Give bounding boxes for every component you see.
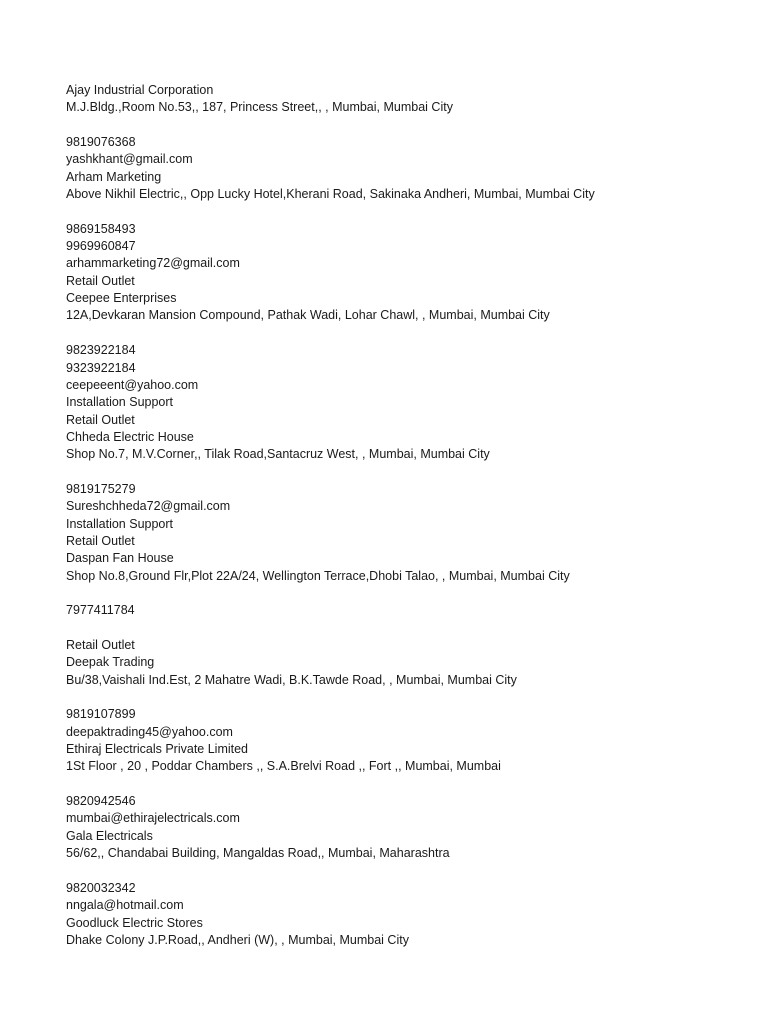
- text-line: Deepak Trading: [66, 655, 155, 670]
- text-line: 9819175279: [66, 481, 136, 496]
- text-line: 56/62,, Chandabai Building, Mangaldas Road,, Mumbai, Maharashtra: [66, 846, 450, 861]
- dealer-listing: [66, 82, 746, 949]
- text-line: mumbai@ethirajelectricals.com: [66, 811, 240, 826]
- text-line: yashkhant@gmail.com: [66, 152, 193, 167]
- text-line: 9819076368: [66, 135, 136, 150]
- text-line: 7977411784: [66, 603, 135, 618]
- text-line: Ethiraj Electricals Private Limited: [66, 742, 249, 757]
- text-line: Chheda Electric House: [66, 429, 194, 444]
- text-line: Retail Outlet: [66, 638, 135, 652]
- text-line: Sureshchheda72@gmail.com: [66, 499, 231, 514]
- text-line: Installation Support: [66, 395, 174, 410]
- text-line: Shop No.7, M.V.Corner,, Tilak Road,Santacruz West, , Mumbai, Mumbai City: [66, 447, 490, 462]
- blank-line: [66, 117, 746, 134]
- text-line: ceepeeent@yahoo.com: [66, 377, 199, 392]
- blank-line: [66, 464, 746, 481]
- text-line: nngala@hotmail.com: [66, 898, 184, 913]
- text-line: 9823922184: [66, 343, 136, 358]
- text-line: Installation Support: [66, 516, 174, 531]
- text-line: Daspan Fan House: [66, 551, 174, 566]
- text-line: Goodluck Electric Stores: [66, 915, 203, 930]
- text-line: Retail Outlet: [66, 273, 135, 288]
- blank-line: [66, 862, 746, 879]
- text-line: Arham Marketing: [66, 169, 162, 184]
- text-line: Gala Electricals: [66, 828, 153, 843]
- blank-line: [66, 776, 746, 793]
- text-line: 1St Floor , 20 , Poddar Chambers ,, S.A.Brelvi Road ,, Fort ,, Mumbai, Mumbai: [66, 759, 501, 774]
- blank-line: [66, 620, 746, 637]
- text-line: deepaktrading45@yahoo.com: [66, 724, 233, 739]
- blank-line: [66, 203, 746, 220]
- text-line: 9820032342: [66, 880, 136, 895]
- text-line: Dhake Colony J.P.Road,, Andheri (W), , Mumbai, Mumbai City: [66, 932, 409, 947]
- text-line: Retail Outlet: [66, 533, 135, 548]
- text-line: 12A,Devkaran Mansion Compound, Pathak Wadi, Lohar Chawl, , Mumbai, Mumbai City: [66, 308, 550, 323]
- text-line: Above Nikhil Electric,, Opp Lucky Hotel,Kherani Road, Sakinaka Andheri, Mumbai, Mumbai City: [66, 187, 595, 202]
- text-line: Ajay Industrial Corporation: [66, 83, 214, 97]
- text-line: Ceepee Enterprises: [66, 291, 177, 306]
- text-line: 9869158493: [66, 221, 136, 236]
- blank-line: [66, 689, 746, 706]
- text-line: 9969960847: [66, 239, 136, 254]
- text-line: Retail Outlet: [66, 412, 135, 427]
- text-line: arhammarketing72@gmail.com: [66, 256, 240, 271]
- text-line: 9819107899: [66, 707, 136, 722]
- text-line: 9323922184: [66, 360, 136, 375]
- text-line: 9820942546: [66, 794, 136, 809]
- text-line: Bu/38,Vaishali Ind.Est, 2 Mahatre Wadi, B.K.Tawde Road, , Mumbai, Mumbai City: [66, 672, 517, 687]
- text-line: Shop No.8,Ground Flr,Plot 22A/24, Wellington Terrace,Dhobi Talao, , Mumbai, Mumbai City: [66, 568, 570, 583]
- blank-line: [66, 585, 746, 602]
- text-line: M.J.Bldg.,Room No.53,, 187, Princess Street,, , Mumbai, Mumbai City: [66, 100, 453, 115]
- blank-line: [66, 325, 746, 342]
